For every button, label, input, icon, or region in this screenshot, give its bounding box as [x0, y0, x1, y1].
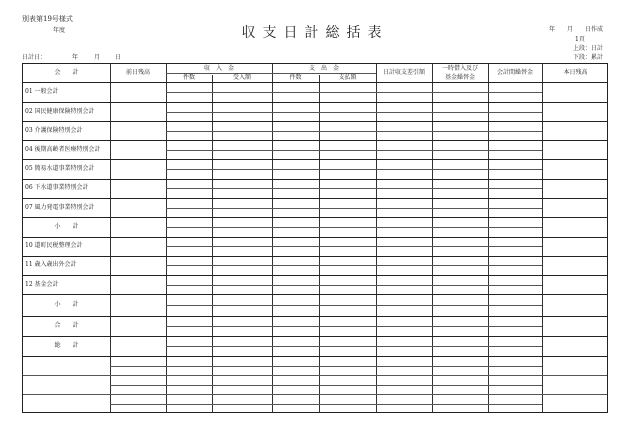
- subtotal-label: 小 計: [54, 223, 79, 230]
- col-expense-amount: 支払額: [338, 74, 357, 81]
- fiscal-year-label: 年度: [53, 27, 66, 34]
- col-inter-account: 会計間繰替金: [496, 69, 533, 76]
- calc-date-year: 年: [72, 54, 79, 61]
- row-label: 05 簡易水道事業特別会計: [25, 165, 95, 172]
- col-prev-balance: 前日残高: [125, 69, 150, 76]
- calc-date-label: 日計日：: [22, 54, 47, 61]
- row-label: 07 風力発電事業特別会計: [25, 204, 95, 211]
- lower-row-note: 下段：累計: [573, 54, 604, 61]
- col-expense-count: 件数: [289, 74, 302, 81]
- row-label: 04 後期高齢者医療特別会計: [25, 146, 101, 153]
- page-title: 収支日計総括表: [241, 25, 389, 41]
- date-created: 年 月 日作成: [549, 26, 604, 33]
- col-daily-diff: 日計収支差引額: [382, 69, 425, 76]
- col-income-amount: 受入額: [232, 74, 251, 81]
- form-number: 別表第19号様式: [22, 15, 73, 23]
- row-label: 02 国民健康保険特別会計: [25, 108, 95, 115]
- page-number: 1頁: [575, 36, 585, 43]
- calc-date-month: 月: [94, 54, 101, 61]
- col-income: 収 入 金: [203, 65, 234, 72]
- row-label: 10 道町民税整理会計: [25, 242, 83, 249]
- subtotal-label: 小 計: [54, 301, 79, 308]
- row-label: 11 歳入歳出外会計: [25, 261, 77, 268]
- summary-table: [22, 63, 608, 413]
- row-label: 12 基金会計: [25, 281, 59, 288]
- row-label: 01 一般会計: [25, 88, 59, 95]
- col-today-balance: 本日残高: [563, 69, 588, 76]
- col-income-count: 件数: [182, 74, 195, 81]
- total-label: 合 計: [54, 322, 79, 329]
- col-expense: 支 出 金: [308, 65, 339, 72]
- row-label: 03 介護保険特別会計: [25, 127, 83, 134]
- grand-total-label: 総 計: [54, 342, 79, 349]
- col-temp-borrow-line2: 基金繰替金: [444, 74, 475, 81]
- row-label: 06 下水道事業特別会計: [25, 184, 89, 191]
- col-temp-borrow-line1: 一時借入及び: [441, 65, 478, 72]
- upper-row-note: 上段：日計: [573, 45, 604, 52]
- col-account: 会 計: [54, 69, 79, 76]
- calc-date-day: 日: [115, 54, 122, 61]
